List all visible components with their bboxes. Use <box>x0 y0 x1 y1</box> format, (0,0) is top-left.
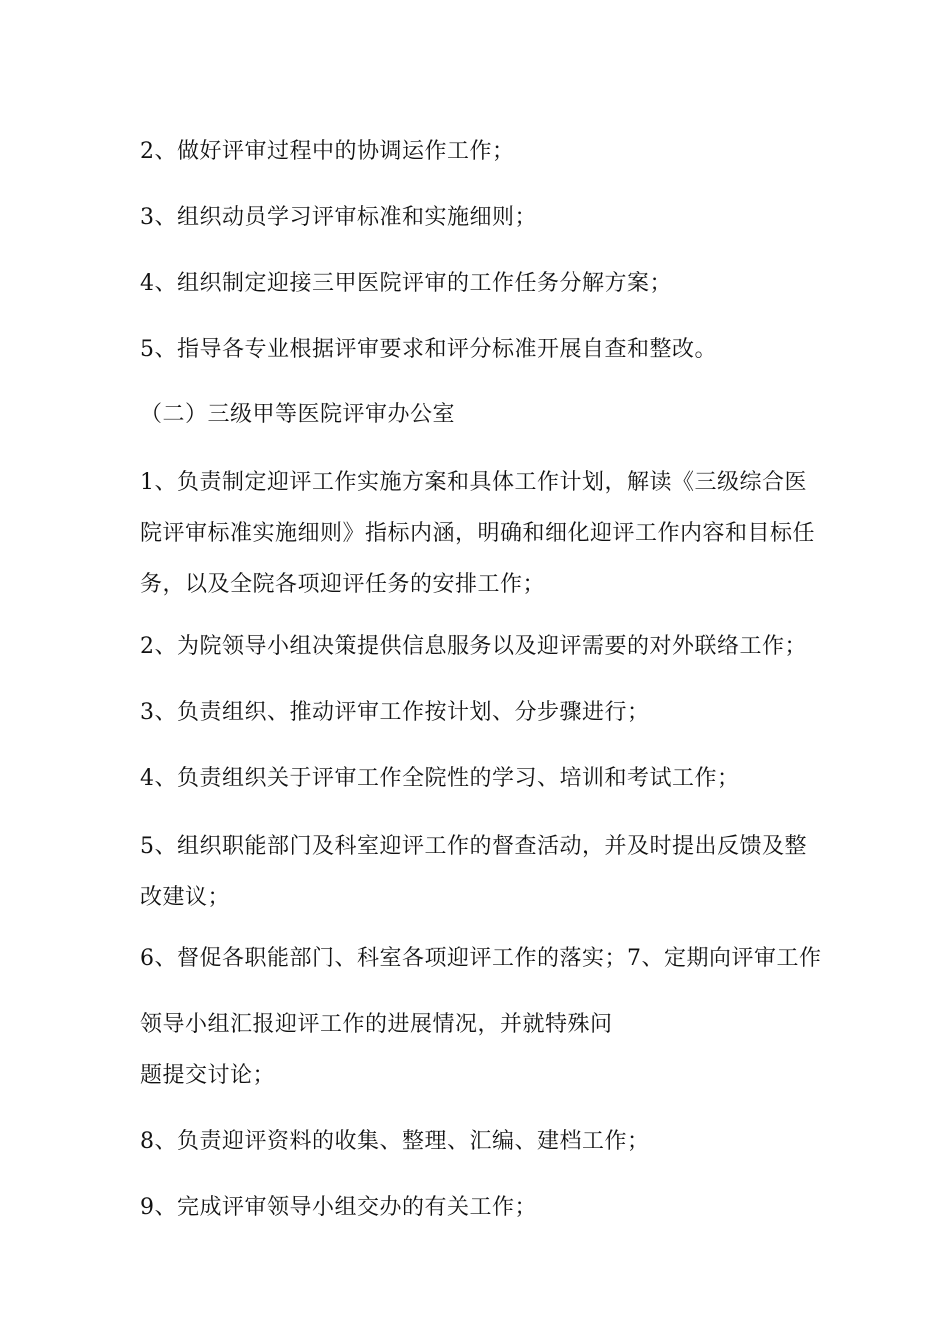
text-line-office-7-part3: 题提交讨论； <box>140 1063 276 1088</box>
text-line-office-6-7: 6、督促各职能部门、科室各项迎评工作的落实；7、定期向评审工作 <box>140 946 822 971</box>
text-line-office-5-part1: 5、组织职能部门及科室迎评工作的督查活动，并及时提出反馈及整 <box>140 834 807 859</box>
text-line-duty-3-study: 3、组织动员学习评审标准和实施细则； <box>140 205 537 230</box>
text-line-office-5-part2: 改建议； <box>140 885 231 910</box>
text-line-office-2: 2、为院领导小组决策提供信息服务以及迎评需要的对外联络工作； <box>140 634 807 659</box>
text-line-office-1-part1: 1、负责制定迎评工作实施方案和具体工作计划，解读《三级综合医 <box>140 470 807 495</box>
text-line-office-1-part3: 务，以及全院各项迎评任务的安排工作； <box>140 572 546 597</box>
text-line-duty-4-plan: 4、组织制定迎接三甲医院评审的工作任务分解方案； <box>140 271 672 296</box>
text-line-office-8: 8、负责迎评资料的收集、整理、汇编、建档工作； <box>140 1129 650 1154</box>
text-line-office-7-part2: 领导小组汇报迎评工作的进展情况，并就特殊问 <box>140 1012 613 1037</box>
text-line-office-3: 3、负责组织、推动评审工作按计划、分步骤进行； <box>140 700 650 725</box>
section-heading-review-office: （二）三级甲等医院评审办公室 <box>140 402 456 427</box>
text-line-duty-5-guidance: 5、指导各专业根据评审要求和评分标准开展自查和整改。 <box>140 337 717 362</box>
text-line-office-4: 4、负责组织关于评审工作全院性的学习、培训和考试工作； <box>140 766 740 791</box>
text-line-duty-2-coordination: 2、做好评审过程中的协调运作工作； <box>140 139 515 164</box>
text-line-office-9: 9、完成评审领导小组交办的有关工作； <box>140 1195 537 1220</box>
text-line-office-1-part2: 院评审标准实施细则》指标内涵，明确和细化迎评工作内容和目标任 <box>140 521 816 546</box>
